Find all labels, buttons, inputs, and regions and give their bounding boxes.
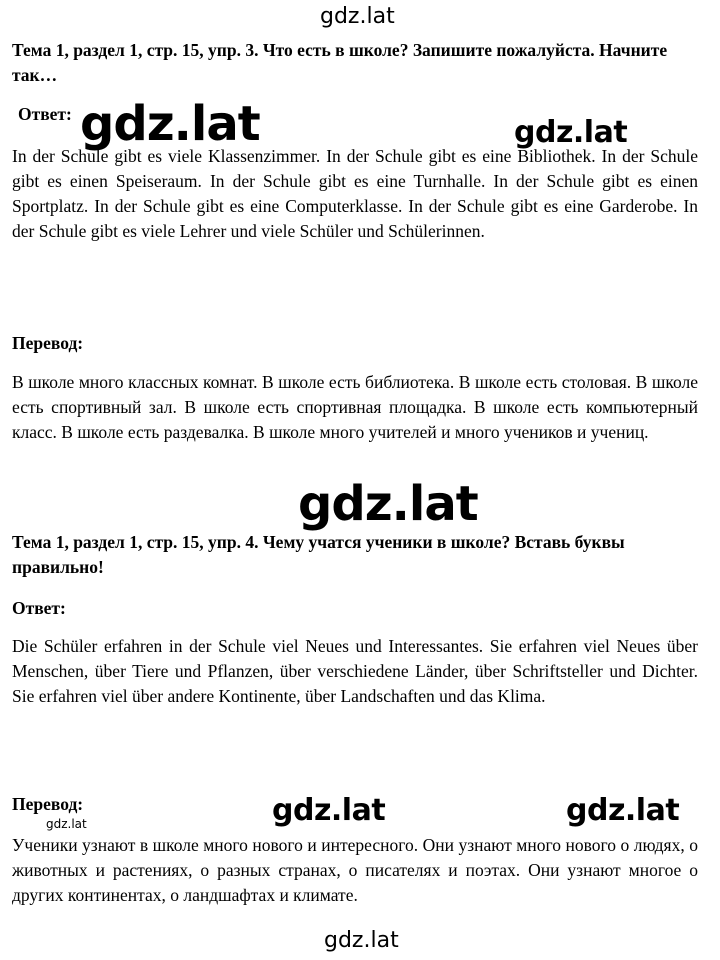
exercise-3-answer-label: Ответ: — [18, 104, 72, 124]
exercise-4-heading: Тема 1, раздел 1, стр. 15, упр. 4. Чему учатся ученики в школе? Вставь буквы правильно! — [12, 532, 625, 577]
exercise-3-translation-text: В школе много классных комнат. В школе есть библиотека. В школе есть столовая. В школе есть спортивный зал. В школе есть спортивная площадка. В школе есть компьютерный класс. В школе есть раздевалка. В школе много учителей и много учеников и учениц. — [12, 372, 698, 442]
watermark-lower-center: gdz.lat — [272, 793, 386, 828]
exercise-4-answer-text: Die Schüler erfahren in der Schule viel Neues und Interessantes. Sie erfahren viel Neues über Menschen, über Tiere und Pflanzen, über verschiedene Länder, über Schriftsteller und Dichter. Sie erfahren viel über andere Kontinente, über Landschaften und das Klima. — [12, 636, 698, 706]
watermark-right: gdz.lat — [514, 115, 628, 150]
watermark-small: gdz.lat — [46, 817, 87, 831]
watermark-large-left: gdz.lat — [80, 96, 260, 152]
watermark-lower-right: gdz.lat — [566, 793, 680, 828]
exercise-4-answer-label: Ответ: — [12, 598, 66, 618]
watermark-bottom: gdz.lat — [324, 928, 399, 953]
exercise-3-heading: Тема 1, раздел 1, стр. 15, упр. 3. Что есть в школе? Запишите пожалуйста. Начните так… — [12, 40, 668, 85]
exercise-3-answer-text: In der Schule gibt es viele Klassenzimmer. In der Schule gibt es eine Bibliothek. In der Schule gibt es einen Speiseraum. In der Schule gibt es eine Turnhalle. In der Schule gibt es einen Sportplatz. In der Schule gibt es eine Computerklasse. In der Schule gibt es eine Garderobe. In der Schule gibt es viele Lehrer und viele Schüler und Schülerinnen. — [12, 146, 698, 241]
exercise-4-translation-label: Перевод: — [12, 794, 84, 814]
watermark-top: gdz.lat — [320, 4, 395, 29]
exercise-4-translation-text: Ученики узнают в школе много нового и интересного. Они узнают много нового о людях, о животных и растениях, о разных странах, о писателях и поэтах. Они узнают многое о других континентах, о ландшафтах и климате. — [12, 835, 698, 905]
exercise-3-translation-label: Перевод: — [12, 333, 84, 353]
watermark-center: gdz.lat — [298, 476, 478, 532]
